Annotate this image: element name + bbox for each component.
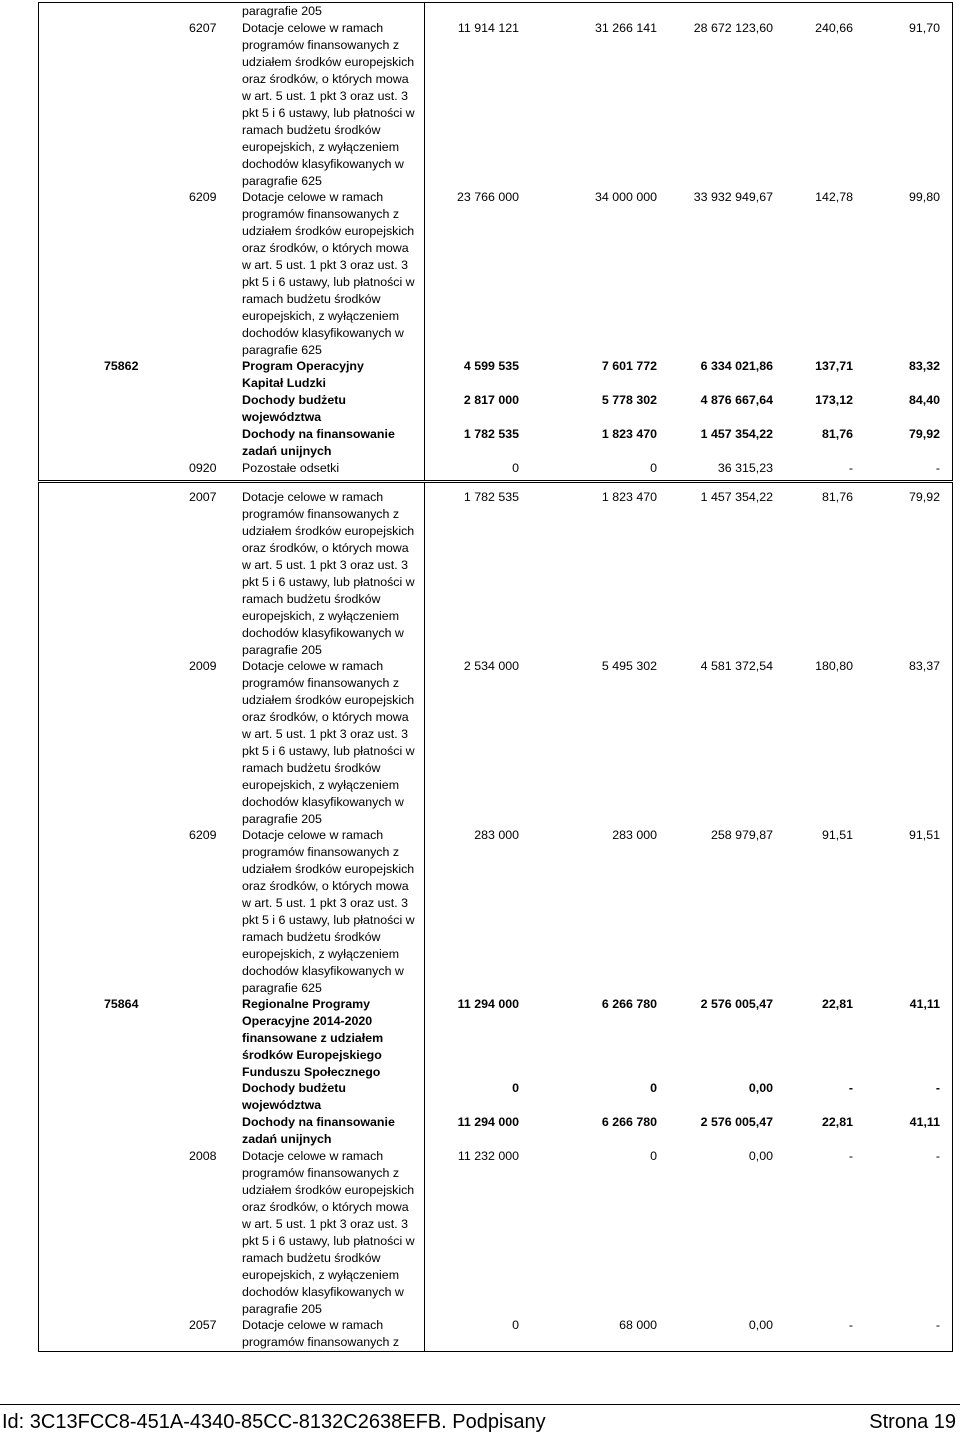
row-description: Pozostałe odsetki bbox=[242, 461, 340, 475]
percent-of-plan: 240,66 bbox=[815, 21, 853, 35]
paragraph-code: 2007 bbox=[189, 490, 217, 504]
percent-of-amended-plan: 91,51 bbox=[908, 828, 940, 842]
budget-table-upper bbox=[38, 2, 953, 481]
paragraph-code: 0920 bbox=[189, 461, 217, 475]
plan-value: 11 294 000 bbox=[457, 1115, 519, 1129]
percent-of-plan: - bbox=[848, 1081, 853, 1095]
execution-value: 0,00 bbox=[748, 1318, 773, 1332]
execution-value: 6 334 021,86 bbox=[700, 359, 773, 373]
execution-value: 33 932 949,67 bbox=[693, 190, 773, 204]
amended-plan-value: 1 823 470 bbox=[601, 427, 657, 441]
percent-of-plan: 180,80 bbox=[815, 659, 853, 673]
amended-plan-value: 6 266 780 bbox=[601, 997, 657, 1011]
percent-of-plan: 81,76 bbox=[821, 490, 853, 504]
row-description: Dotacje celowe w ramach programów finansowanych z bbox=[242, 1318, 400, 1349]
plan-value: 4 599 535 bbox=[463, 359, 519, 373]
plan-value: 11 294 000 bbox=[457, 997, 519, 1011]
percent-of-plan: 81,76 bbox=[821, 427, 853, 441]
row-description: Dotacje celowe w ramach programów finansowanych z udziałem środków europejskich oraz środków, o których mowa w art. 5 ust. 1 pkt 3 oraz ust. 3 pkt 5 i 6 ustawy, lub płatności w ramach budżetu środków europejskich, z wyłączeniem dochodów klasyfikowanych w paragrafie 625 bbox=[242, 21, 415, 188]
execution-value: 258 979,87 bbox=[710, 828, 773, 842]
column-divider bbox=[424, 3, 425, 480]
percent-of-amended-plan: 84,40 bbox=[908, 393, 940, 407]
paragraph-code: 6209 bbox=[189, 828, 217, 842]
amended-plan-value: 7 601 772 bbox=[601, 359, 657, 373]
page-number: Strona 19 bbox=[869, 1411, 956, 1433]
percent-of-amended-plan: 41,11 bbox=[909, 1115, 940, 1129]
budget-table-lower bbox=[38, 482, 953, 1352]
plan-value: 11 914 121 bbox=[457, 21, 519, 35]
percent-of-plan: - bbox=[848, 461, 853, 475]
percent-of-amended-plan: 41,11 bbox=[909, 997, 940, 1011]
percent-of-plan: - bbox=[848, 1149, 853, 1163]
plan-value: 283 000 bbox=[474, 828, 519, 842]
row-description: Program Operacyjny Kapitał Ludzki bbox=[242, 359, 364, 390]
paragraph-code: 6209 bbox=[189, 190, 217, 204]
plan-value: 0 bbox=[512, 461, 519, 475]
plan-value: 0 bbox=[512, 1081, 519, 1095]
percent-of-amended-plan: 79,92 bbox=[908, 490, 940, 504]
amended-plan-value: 5 495 302 bbox=[601, 659, 657, 673]
percent-of-plan: 91,51 bbox=[821, 828, 853, 842]
paragraph-code: 6207 bbox=[189, 21, 217, 35]
execution-value: 2 576 005,47 bbox=[700, 1115, 773, 1129]
percent-of-plan: 22,81 bbox=[821, 997, 853, 1011]
percent-of-amended-plan: 79,92 bbox=[908, 427, 940, 441]
row-description: paragrafie 205 bbox=[242, 4, 322, 18]
row-description: Dotacje celowe w ramach programów finansowanych z udziałem środków europejskich oraz środków, o których mowa w art. 5 ust. 1 pkt 3 oraz ust. 3 pkt 5 i 6 ustawy, lub płatności w ramach budżetu środków europejskich, z wyłączeniem dochodów klasyfikowanych w paragrafie 205 bbox=[242, 1149, 415, 1316]
percent-of-plan: 22,81 bbox=[821, 1115, 853, 1129]
percent-of-amended-plan: 99,80 bbox=[908, 190, 940, 204]
row-description: Dotacje celowe w ramach programów finansowanych z udziałem środków europejskich oraz środków, o których mowa w art. 5 ust. 1 pkt 3 oraz ust. 3 pkt 5 i 6 ustawy, lub płatności w ramach budżetu środków europejskich, z wyłączeniem dochodów klasyfikowanych w paragrafie 625 bbox=[242, 190, 415, 357]
amended-plan-value: 5 778 302 bbox=[601, 393, 657, 407]
execution-value: 0,00 bbox=[748, 1081, 773, 1095]
percent-of-amended-plan: 83,32 bbox=[908, 359, 940, 373]
row-description: Dochody budżetu województwa bbox=[242, 1081, 346, 1112]
plan-value: 1 782 535 bbox=[463, 427, 519, 441]
execution-value: 1 457 354,22 bbox=[700, 427, 773, 441]
percent-of-plan: - bbox=[848, 1318, 853, 1332]
document-id: Id: 3C13FCC8-451A-4340-85CC-8132C2638EFB. Podpisany bbox=[2, 1411, 546, 1433]
percent-of-amended-plan: - bbox=[935, 1081, 940, 1095]
amended-plan-value: 0 bbox=[650, 1081, 657, 1095]
percent-of-amended-plan: - bbox=[935, 1149, 940, 1163]
amended-plan-value: 6 266 780 bbox=[601, 1115, 657, 1129]
row-description: Dochody budżetu województwa bbox=[242, 393, 346, 424]
amended-plan-value: 0 bbox=[650, 461, 657, 475]
execution-value: 1 457 354,22 bbox=[700, 490, 773, 504]
page-footer bbox=[0, 1405, 960, 1439]
percent-of-amended-plan: - bbox=[935, 1318, 940, 1332]
plan-value: 11 232 000 bbox=[457, 1149, 519, 1163]
execution-value: 36 315,23 bbox=[717, 461, 773, 475]
row-description: Dotacje celowe w ramach programów finansowanych z udziałem środków europejskich oraz środków, o których mowa w art. 5 ust. 1 pkt 3 oraz ust. 3 pkt 5 i 6 ustawy, lub płatności w ramach budżetu środków europejskich, z wyłączeniem dochodów klasyfikowanych w paragrafie 205 bbox=[242, 659, 415, 826]
row-description: Regionalne Programy Operacyjne 2014-2020 finansowane z udziałem środków Europejskiego Funduszu Społecznego bbox=[242, 997, 384, 1079]
plan-value: 2 534 000 bbox=[463, 659, 519, 673]
plan-value: 0 bbox=[512, 1318, 519, 1332]
percent-of-plan: 142,78 bbox=[815, 190, 853, 204]
paragraph-code: 2009 bbox=[189, 659, 217, 673]
section-code: 75864 bbox=[104, 997, 139, 1011]
amended-plan-value: 0 bbox=[650, 1149, 657, 1163]
paragraph-code: 2008 bbox=[189, 1149, 217, 1163]
execution-value: 0,00 bbox=[748, 1149, 773, 1163]
plan-value: 23 766 000 bbox=[456, 190, 519, 204]
execution-value: 28 672 123,60 bbox=[693, 21, 773, 35]
amended-plan-value: 34 000 000 bbox=[594, 190, 657, 204]
section-code: 75862 bbox=[104, 359, 139, 373]
amended-plan-value: 283 000 bbox=[612, 828, 657, 842]
execution-value: 2 576 005,47 bbox=[700, 997, 773, 1011]
amended-plan-value: 68 000 bbox=[619, 1318, 657, 1332]
amended-plan-value: 1 823 470 bbox=[601, 490, 657, 504]
percent-of-plan: 137,71 bbox=[815, 359, 853, 373]
plan-value: 2 817 000 bbox=[463, 393, 519, 407]
row-description: Dochody na finansowanie zadań unijnych bbox=[242, 1115, 395, 1146]
percent-of-amended-plan: 83,37 bbox=[908, 659, 940, 673]
row-description: Dochody na finansowanie zadań unijnych bbox=[242, 427, 395, 458]
percent-of-plan: 173,12 bbox=[815, 393, 853, 407]
row-description: Dotacje celowe w ramach programów finansowanych z udziałem środków europejskich oraz środków, o których mowa w art. 5 ust. 1 pkt 3 oraz ust. 3 pkt 5 i 6 ustawy, lub płatności w ramach budżetu środków europejskich, z wyłączeniem dochodów klasyfikowanych w paragrafie 205 bbox=[242, 490, 415, 657]
amended-plan-value: 31 266 141 bbox=[594, 21, 657, 35]
percent-of-amended-plan: - bbox=[935, 461, 940, 475]
execution-value: 4 581 372,54 bbox=[700, 659, 773, 673]
percent-of-amended-plan: 91,70 bbox=[908, 21, 940, 35]
column-divider bbox=[424, 483, 425, 1351]
plan-value: 1 782 535 bbox=[463, 490, 519, 504]
paragraph-code: 2057 bbox=[189, 1318, 217, 1332]
row-description: Dotacje celowe w ramach programów finansowanych z udziałem środków europejskich oraz środków, o których mowa w art. 5 ust. 1 pkt 3 oraz ust. 3 pkt 5 i 6 ustawy, lub płatności w ramach budżetu środków europejskich, z wyłączeniem dochodów klasyfikowanych w paragrafie 625 bbox=[242, 828, 415, 995]
execution-value: 4 876 667,64 bbox=[700, 393, 773, 407]
